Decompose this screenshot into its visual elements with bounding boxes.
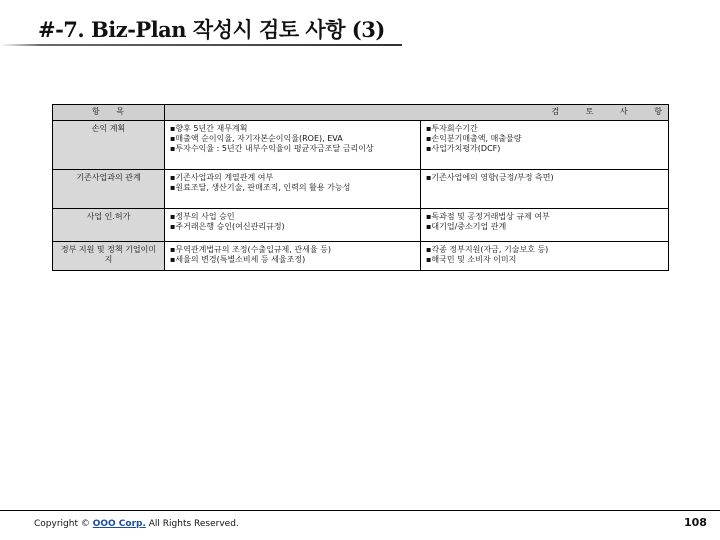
row-review-right — [421, 209, 669, 242]
review-point: ▪ 무역관계법규의 조정(수출입규제, 관세율 등) — [170, 245, 415, 255]
row-review-left — [165, 170, 421, 209]
table-row — [53, 121, 669, 170]
review-point: ▪ 정부의 사업 승인 — [170, 212, 415, 222]
table-row — [53, 242, 669, 271]
table-header-row — [53, 105, 669, 121]
table-row — [53, 209, 669, 242]
review-point: ▪ 손익분기매출액, 매출물량 — [426, 134, 663, 144]
copyright-suffix: All Rights Reserved. — [145, 519, 239, 529]
row-item: 정부 지원 및 정책 기업이미지 — [53, 242, 165, 271]
page-number: 108 — [684, 516, 707, 529]
row-review-right — [421, 242, 669, 271]
review-point: ▪ 투자수익율 : 5년간 내부수익율이 평균자금조달 금리이상 — [170, 144, 415, 154]
copyright-notice — [34, 519, 239, 529]
table-row — [53, 170, 669, 209]
footer-divider — [0, 510, 720, 511]
review-point: ▪ 사업가치평가(DCF) — [426, 144, 663, 154]
row-item: 사업 인.허가 — [53, 209, 165, 242]
review-point: ▪ 주거래은행 승인(여신관리규정) — [170, 222, 415, 232]
review-point: ▪ 향후 5년간 재무계획 — [170, 124, 415, 134]
row-review-left — [165, 242, 421, 271]
row-review-right — [421, 121, 669, 170]
page-title: #-7. Biz-Plan 작성시 검토 사항 (3) — [38, 17, 385, 42]
review-point: ▪ 기존사업과의 계열관계 여부 — [170, 173, 415, 183]
review-point: ▪ 기존사업에의 영향(긍정/부정 측면) — [426, 173, 663, 183]
copyright-prefix: Copyright © — [34, 519, 93, 529]
review-point: ▪ 매출액 순이익율, 자기자본순이익율(ROE), EVA — [170, 134, 415, 144]
row-item: 기존사업과의 관계 — [53, 170, 165, 209]
review-point: ▪ 해국민 및 소비자 이미지 — [426, 255, 663, 265]
row-item: 손익 계획 — [53, 121, 165, 170]
review-point: ▪ 대기업/중소기업 관계 — [426, 222, 663, 232]
company-name: OOO Corp. — [92, 519, 146, 529]
header-review: 검 토 사 항 — [165, 105, 669, 121]
review-point: ▪ 세율의 변경(특별소비세 등 세율조정) — [170, 255, 415, 265]
review-point: ▪ 투자회수기간 — [426, 124, 663, 134]
title-underline — [0, 44, 402, 46]
row-review-left — [165, 121, 421, 170]
review-point: ▪ 독과점 및 공정거래법상 규제 여부 — [426, 212, 663, 222]
review-table — [52, 104, 669, 271]
header-item: 항 목 — [53, 105, 165, 121]
review-point: ▪ 원료조달, 생산기술, 판매조직, 인력의 활용 가능성 — [170, 183, 415, 193]
review-point: ▪ 각종 정부지원(자금, 기술보호 등) — [426, 245, 663, 255]
row-review-left — [165, 209, 421, 242]
row-review-right — [421, 170, 669, 209]
